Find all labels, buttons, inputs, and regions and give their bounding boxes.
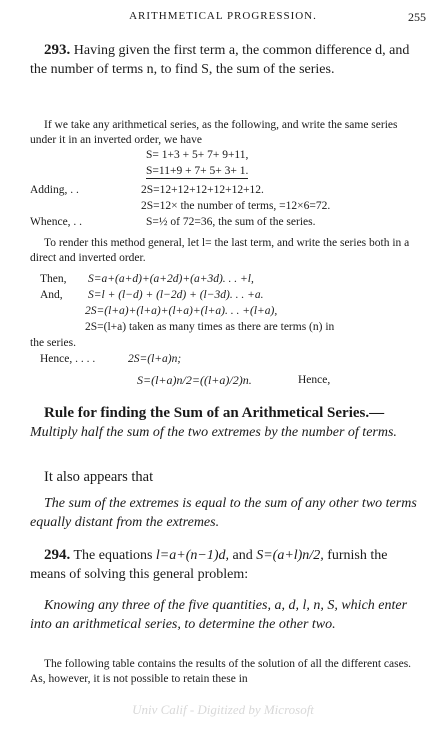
adding-equation: 2S=12+12+12+12+12+12. (141, 184, 264, 196)
example-series-inverted: S=11+9 + 7+ 5+ 3+ 1. (146, 165, 249, 177)
equation-sum: S=(a+l)n/2, (256, 548, 324, 563)
example-intro: If we take any arithmetical series, as the following, and write the same series under it in an inverted order, we have (30, 119, 398, 146)
table-intro: The following table contains the results of the solution of all the different cases. As, however, it is not possible to retain these in (30, 658, 412, 685)
hence-equation: 2S=(l+a)n; (128, 353, 182, 365)
adding-label: Adding, . . (30, 184, 79, 196)
also-statement: The sum of the extremes is equal to the sum of any other two terms equally distant from the extremes. (30, 496, 417, 530)
text-after: furnish the means of solving this general problem: (30, 548, 388, 582)
article-294 (30, 546, 426, 584)
sum-formula: S=(l+a)n/2=((l+a)/2)n. (137, 373, 252, 387)
hence-label: Hence, . . . . (40, 353, 96, 365)
and-label: And, (40, 289, 63, 301)
general-intro: To render this method general, let l= the last term, and write the series both in a direct and inverted order. (30, 237, 410, 264)
terms-equation: 2S=12× the number of terms, =12×6=72. (141, 200, 331, 212)
text-before: The equations (73, 548, 153, 563)
whence-label: Whence, . . (30, 216, 83, 228)
running-header (0, 10, 446, 24)
taken-times: 2S=(l+a) taken as many times as there are terms (n) in (85, 321, 335, 333)
and-word: and (232, 548, 253, 563)
example-series-direct: S= 1+3 + 5+ 7+ 9+11, (146, 149, 249, 161)
rule-paragraph (30, 404, 426, 442)
article-293-text: Having given the first term a, the common difference d, and the number of terms n, to find S, the sum of the series. (30, 43, 410, 77)
watermark: Univ Calif - Digitized by Microsoft (132, 702, 314, 717)
page-number: 255 (408, 10, 426, 24)
article-293 (30, 41, 426, 79)
also-intro: It also appears that (44, 469, 154, 485)
rule-heading: Rule for finding the Sum of an Arithmetical Series.— (44, 405, 385, 421)
whence-equation: S=½ of 72=36, the sum of the series. (146, 216, 316, 228)
direct-series: S=a+(a+d)+(a+2d)+(a+3d). . . +l, (88, 273, 254, 285)
inverted-series: S=l + (l−d) + (l−2d) + (l−3d). . . +a. (88, 289, 264, 301)
sum-series: 2S=(l+a)+(l+a)+(l+a)+(l+a). . . +(l+a), (85, 305, 278, 317)
knowing-problem: Knowing any three of the five quantities, a, d, l, n, S, which enter into an arithmetical series, to determine the other two. (30, 598, 408, 632)
article-number: 293. (44, 42, 71, 58)
running-title: ARITHMETICAL PROGRESSION. (129, 10, 317, 22)
rule-text: Multiply half the sum of the two extremes by the number of terms. (30, 425, 397, 440)
final-hence: Hence, (298, 374, 331, 386)
equation-last-term: l=a+(n−1)d, (155, 548, 229, 563)
article-number: 294. (44, 547, 71, 563)
taken-cont: the series. (30, 337, 76, 349)
then-label: Then, (40, 273, 67, 285)
